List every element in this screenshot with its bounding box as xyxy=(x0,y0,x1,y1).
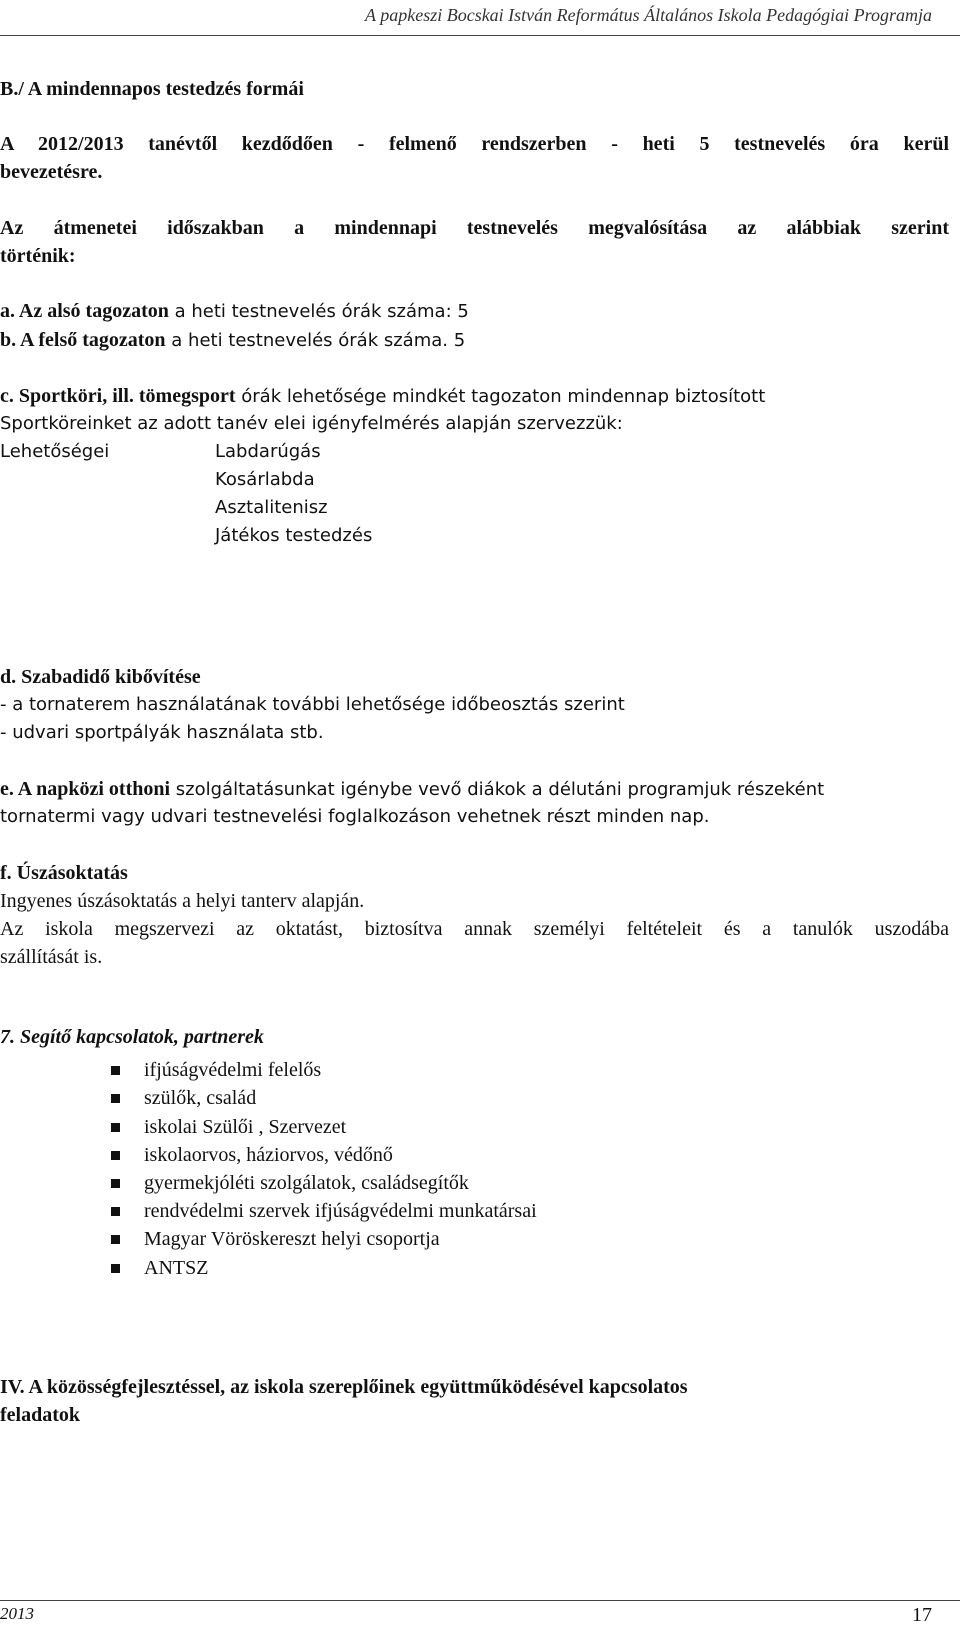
bullet-icon xyxy=(111,1264,120,1273)
bullet-icon xyxy=(111,1235,120,1244)
options-label: Lehetőségei xyxy=(0,441,110,462)
header-rule xyxy=(0,35,960,36)
item-c-label: c. Sportköri, ill. tömegsport xyxy=(0,385,236,407)
section-iv-heading-line1: IV. A közösségfejlesztéssel, az iskola szereplőinek együttműködésével kapcsolatos xyxy=(0,1376,688,1398)
item-b-label: b. A felső tagozaton xyxy=(0,329,166,351)
page-header-title: A papkeszi Bocskai István Református Általános Iskola Pedagógiai Programja xyxy=(365,5,932,25)
item-e-line2: tornatermi vagy udvari testnevelési foglalkozáson vehetnek részt minden nap. xyxy=(0,806,710,827)
item-a-text: a heti testnevelés órák száma: 5 xyxy=(168,301,469,322)
item-c-text: órák lehetősége mindkét tagozaton mindennap biztosított xyxy=(235,386,766,407)
option-item: Játékos testedzés xyxy=(215,525,373,546)
page-number: 17 xyxy=(912,1604,932,1626)
partner-item: rendvédelmi szervek ifjúságvédelmi munkatársai xyxy=(144,1200,537,1222)
option-item: Asztalitenisz xyxy=(215,497,328,518)
item-d-line2: - udvari sportpályák használata stb. xyxy=(0,722,324,743)
section-b-intro-line1: A 2012/2013 tanévtől kezdődően - felmenő rendszerben - heti 5 testnevelés óra kerül xyxy=(0,133,949,155)
bullet-icon xyxy=(111,1179,120,1188)
item-f-line3: szállítását is. xyxy=(0,946,103,968)
item-e-label: e. A napközi otthoni xyxy=(0,778,171,800)
footer-year: 2013 xyxy=(0,1604,34,1623)
option-item: Labdarúgás xyxy=(215,441,321,462)
transition-line2: történik: xyxy=(0,245,76,267)
item-f-heading: f. Úszásoktatás xyxy=(0,862,128,884)
partner-item: szülők, család xyxy=(144,1087,257,1109)
bullet-icon xyxy=(111,1207,120,1216)
item-f-line2: Az iskola megszervezi az oktatást, biztosítva annak személyi feltételeit és a tanulók uszodába xyxy=(0,918,949,940)
transition-line1: Az átmenetei időszakban a mindennapi testnevelés megvalósítása az alábbiak szerint xyxy=(0,217,949,239)
section-b-intro-line2: bevezetésre. xyxy=(0,161,103,183)
footer-rule xyxy=(0,1600,960,1601)
bullet-icon xyxy=(111,1151,120,1160)
item-c-line2: Sportköreinket az adott tanév elei igényfelmérés alapján szervezzük: xyxy=(0,413,623,434)
partner-item: Magyar Vöröskereszt helyi csoportja xyxy=(144,1228,440,1250)
item-d-line1: - a tornaterem használatának további lehetősége időbeosztás szerint xyxy=(0,694,625,715)
item-d-heading: d. Szabadidő kibővítése xyxy=(0,666,201,688)
section-iv-heading-line2: feladatok xyxy=(0,1404,80,1426)
item-e xyxy=(0,778,824,801)
bullet-icon xyxy=(111,1094,120,1103)
item-e-text: szolgáltatásunkat igénybe vevő diákok a délutáni programjuk részeként xyxy=(170,779,825,800)
item-b-text: a heti testnevelés órák száma. 5 xyxy=(165,330,466,351)
partner-item: gyermekjóléti szolgálatok, családsegítők xyxy=(144,1172,469,1194)
item-a xyxy=(0,300,469,323)
item-f-line1: Ingyenes úszásoktatás a helyi tanterv alapján. xyxy=(0,890,365,912)
partner-item: ifjúságvédelmi felelős xyxy=(144,1059,322,1081)
section-b-heading: B./ A mindennapos testedzés formái xyxy=(0,78,304,100)
bullet-icon xyxy=(111,1123,120,1132)
item-b xyxy=(0,329,465,352)
option-item: Kosárlabda xyxy=(215,469,315,490)
partner-item: iskolai Szülői , Szervezet xyxy=(144,1116,347,1138)
item-a-label: a. Az alsó tagozaton xyxy=(0,300,169,322)
item-c xyxy=(0,385,765,408)
partner-item: iskolaorvos, háziorvos, védőnő xyxy=(144,1144,393,1166)
section-7-heading: 7. Segítő kapcsolatok, partnerek xyxy=(0,1026,264,1048)
bullet-icon xyxy=(111,1066,120,1075)
partner-item: ANTSZ xyxy=(144,1257,209,1279)
